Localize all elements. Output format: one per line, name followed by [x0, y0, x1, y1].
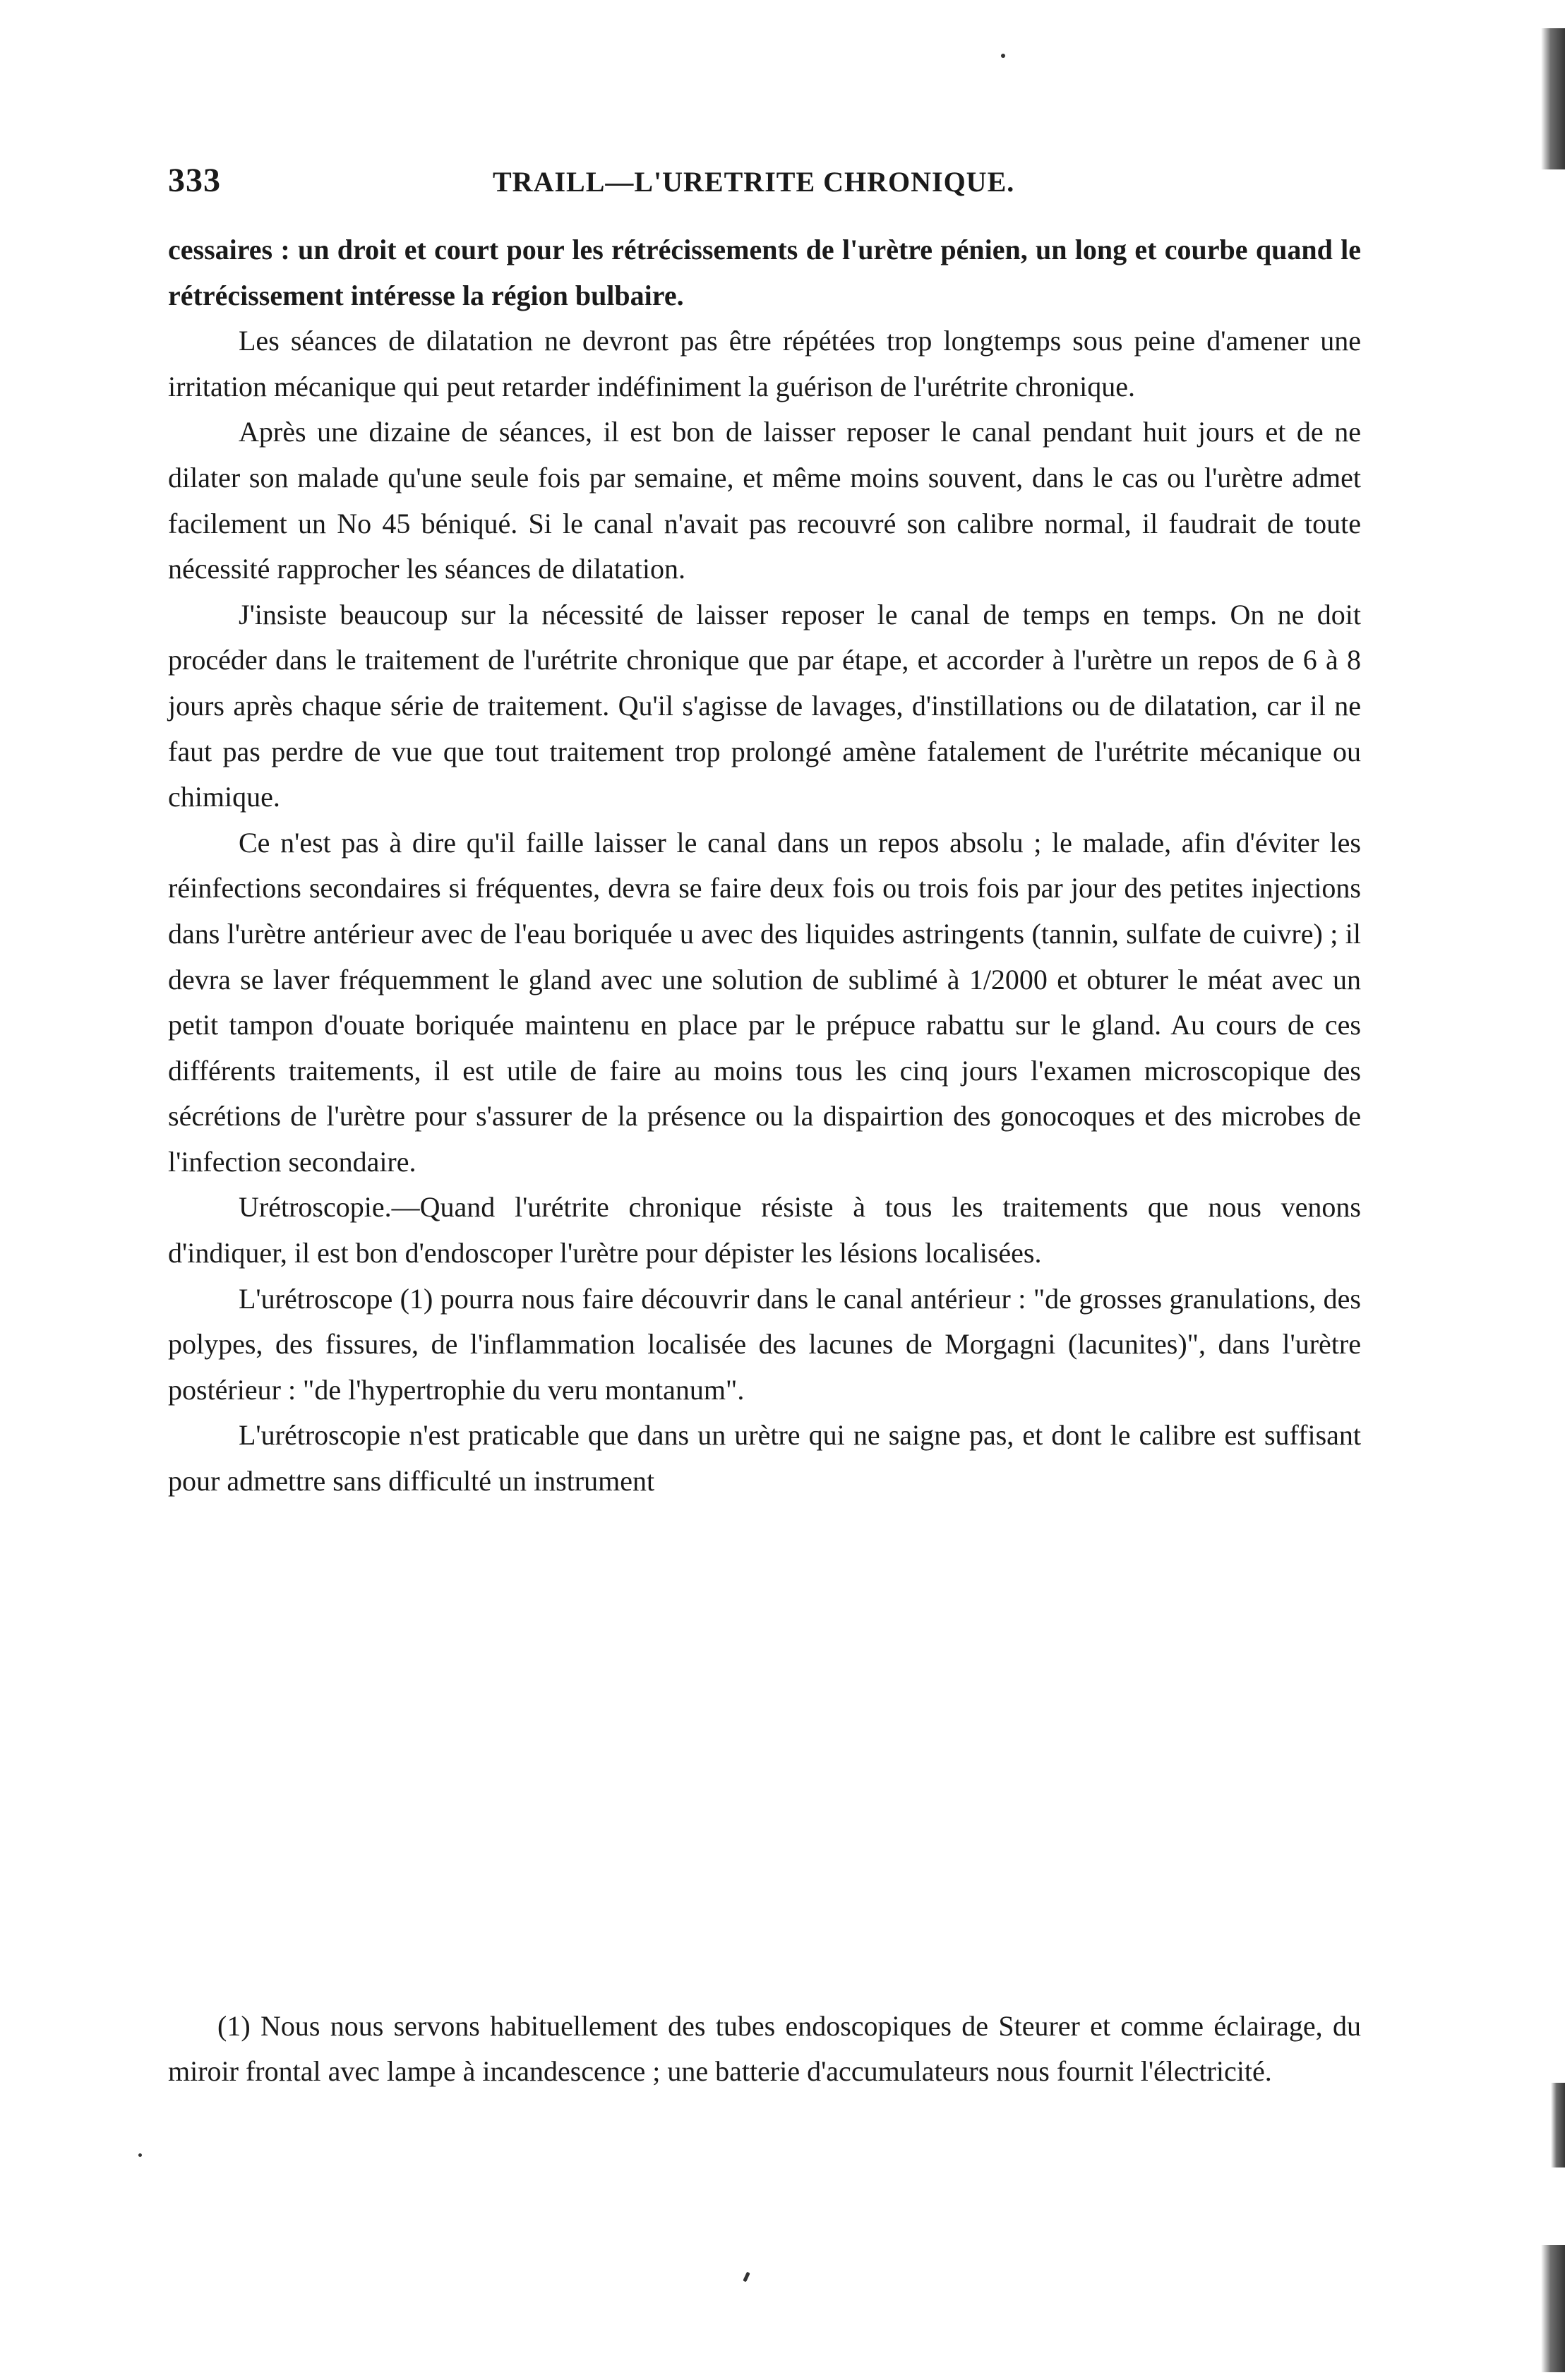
running-title: TRAILL—L'URETRITE CHRONIQUE.	[493, 166, 1015, 198]
scan-speck	[743, 2272, 750, 2283]
scan-edge-mark-middle	[1551, 2083, 1565, 2167]
footnote	[168, 2004, 1361, 2094]
body-text	[168, 227, 1361, 1505]
paragraph-2: Les séances de dilatation ne devront pas être répétées trop longtemps sous peine d'amener une irritation mécanique qui peut retarder indéfiniment la guérison de l'urétrite chronique.	[168, 325, 1361, 402]
scan-edge-mark-top	[1541, 28, 1565, 169]
paragraph-8: L'urétroscopie n'est praticable que dans un urètre qui ne saigne pas, et dont le calibre est suffisant pour admettre sans difficulté un instrument	[168, 1419, 1361, 1497]
scan-speck	[1001, 54, 1005, 58]
scan-speck	[138, 2153, 142, 2157]
paragraph-4: J'insiste beaucoup sur la nécessité de laisser reposer le canal de temps en temps. On ne doit procéder dans le traitement de l'urétrite chronique que par étape, et accorder à l'urètre un repos de 6 à 8 jours après chaque série de traitement. Qu'il s'agisse de lavages, d'instillations ou de dilatation, car il ne faut pas perdre de vue que tout traitement trop prolongé amène fatalement de l'urétrite mécanique ou chimique.	[168, 598, 1361, 813]
page-header	[168, 161, 1354, 210]
paragraph-3: Après une dizaine de séances, il est bon de laisser reposer le canal pendant huit jours et de ne dilater son malade qu'une seule fois par semaine, et même moins souvent, dans le cas ou l'urètre admet facilement un No 45 béniqué. Si le canal n'avait pas recouvré son calibre normal, il faudrait de toute nécessité rapprocher les séances de dilatation.	[168, 416, 1361, 585]
paragraph-5: Ce n'est pas à dire qu'il faille laisser le canal dans un repos absolu ; le malade, afin d'éviter les réinfections secondaires si fréquentes, devra se faire deux fois ou trois fois par jour des petites injections dans l'urètre antérieur avec de l'eau boriquée u avec des liquides astringents (tannin, sulfate de cuivre) ; il devra se laver fréquemment le gland avec une solution de sublimé à 1/2000 et obturer le méat avec un petit tampon d'ouate boriquée maintenu en place par le prépuce rabattu sur le gland. Au cours de ces différents traitements, il est utile de faire au moins tous les cinq jours l'examen microscopique des sécrétions de l'urètre pour s'assurer de la présence ou la dispairtion des gonocoques et des microbes de l'infection secondaire.	[168, 826, 1361, 1178]
page-number: 333	[168, 162, 221, 199]
scan-edge-mark-bottom	[1541, 2245, 1565, 2372]
paragraph-1: cessaires : un droit et court pour les rétrécissements de l'urètre pénien, un long et courbe quand le rétrécissement intéresse la région bulbaire.	[168, 234, 1361, 311]
paragraph-6: Urétroscopie.—Quand l'urétrite chronique résiste à tous les traitements que nous venons d'indiquer, il est bon d'endoscoper l'urètre pour dépister les lésions localisées.	[168, 1191, 1361, 1269]
footnote-text: (1) Nous nous servons habituellement des tubes endoscopiques de Steurer et comme éclairage, du miroir frontal avec lampe à incandescence ; une batterie d'accumulateurs nous fournit l'électricité.	[168, 2010, 1361, 2087]
paragraph-7: L'urétroscope (1) pourra nous faire découvrir dans le canal antérieur : "de grosses granulations, des polypes, des fissures, de l'inflammation localisée des lacunes de Morgagni (lacunites)", dans l'urètre postérieur : "de l'hypertrophie du veru montanum".	[168, 1282, 1361, 1406]
